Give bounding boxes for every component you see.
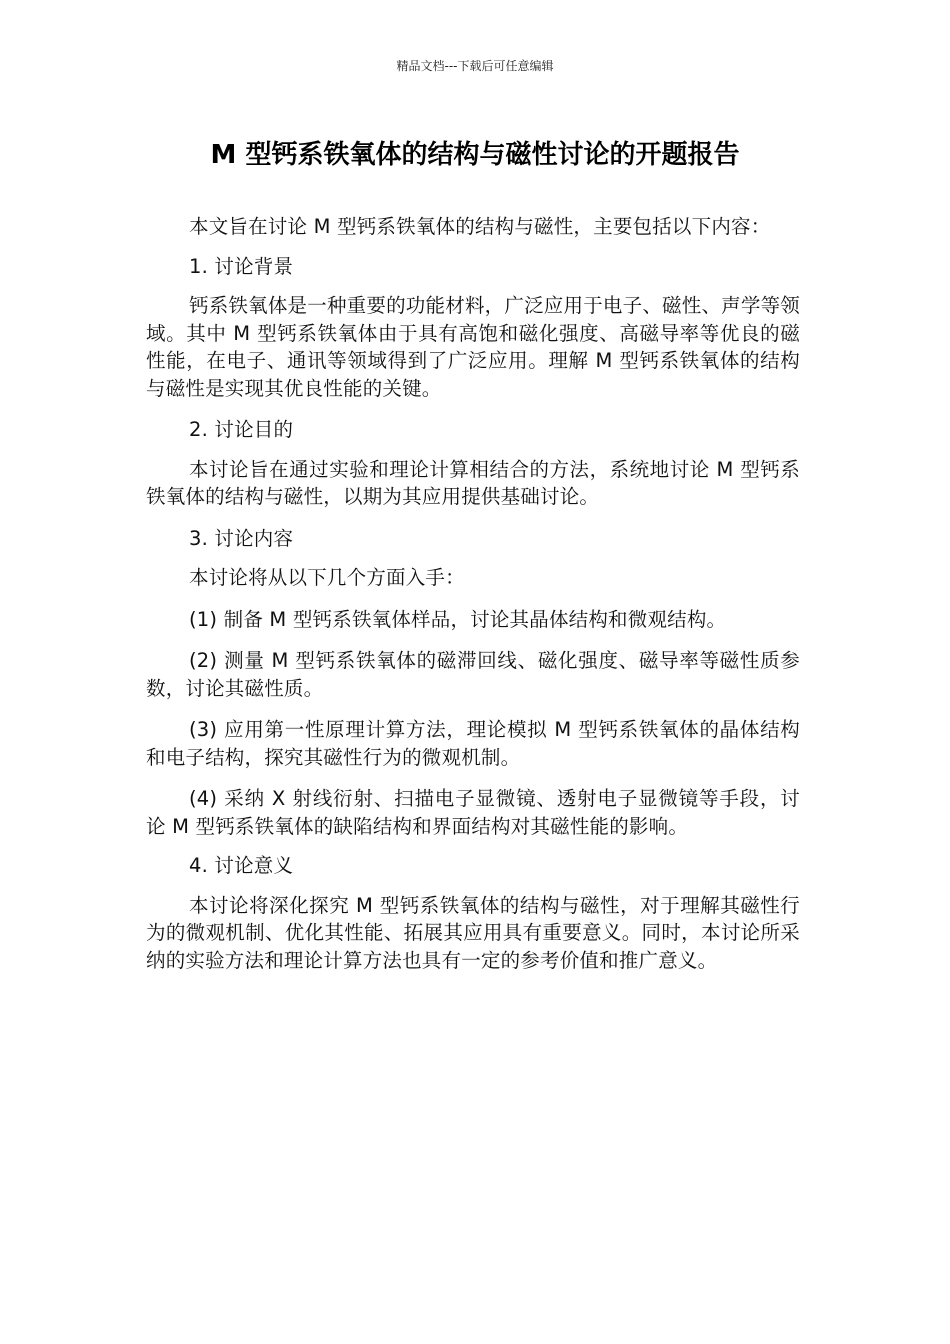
significance-paragraph: 本讨论将深化探究 M 型钙系铁氧体的结构与磁性，对于理解其磁性行为的微观机制、优化其性能、拓展其应用具有重要意义。同时，本讨论所采纳的实验方法和理论计算方法也具有一定的参考价值和推广意义。 [146, 893, 800, 972]
background-paragraph: 钙系铁氧体是一种重要的功能材料，广泛应用于电子、磁性、声学等领域。其中 M 型钙系铁氧体由于具有高饱和磁化强度、高磁导率等优良的磁性能，在电子、通讯等领域得到了广泛应用。理解 M 型钙系铁氧体的结构与磁性是实现其优良性能的关键。 [146, 294, 800, 400]
content-item-4: (4) 采纳 X 射线衍射、扫描电子显微镜、透射电子显微镜等手段，讨论 M 型钙系铁氧体的缺陷结构和界面结构对其磁性能的影响。 [146, 787, 800, 838]
purpose-paragraph: 本讨论旨在通过实验和理论计算相结合的方法，系统地讨论 M 型钙系铁氧体的结构与磁性，以期为其应用提供基础讨论。 [146, 457, 800, 508]
content-intro-paragraph: 本讨论将从以下几个方面入手： [189, 566, 465, 589]
document-title: M 型钙系铁氧体的结构与磁性讨论的开题报告 [210, 140, 740, 170]
document-body [146, 213, 800, 974]
content-item-2: (2) 测量 M 型钙系铁氧体的磁滞回线、磁化强度、磁导率等磁性质参数，讨论其磁性质。 [146, 649, 800, 700]
section-heading-purpose: 2. 讨论目的 [189, 418, 294, 441]
page-header-note: 精品文档---下载后可任意编辑 [396, 59, 554, 73]
intro-paragraph: 本文旨在讨论 M 型钙系铁氧体的结构与磁性，主要包括以下内容： [189, 215, 771, 238]
section-heading-significance: 4. 讨论意义 [189, 854, 294, 877]
content-item-1: (1) 制备 M 型钙系铁氧体样品，讨论其晶体结构和微观结构。 [189, 607, 727, 631]
section-heading-content: 3. 讨论内容 [189, 526, 294, 550]
section-heading-background: 1. 讨论背景 [189, 254, 294, 278]
content-item-3: (3) 应用第一性原理计算方法，理论模拟 M 型钙系铁氧体的晶体结构和电子结构，探究其磁性行为的微观机制。 [146, 718, 800, 769]
